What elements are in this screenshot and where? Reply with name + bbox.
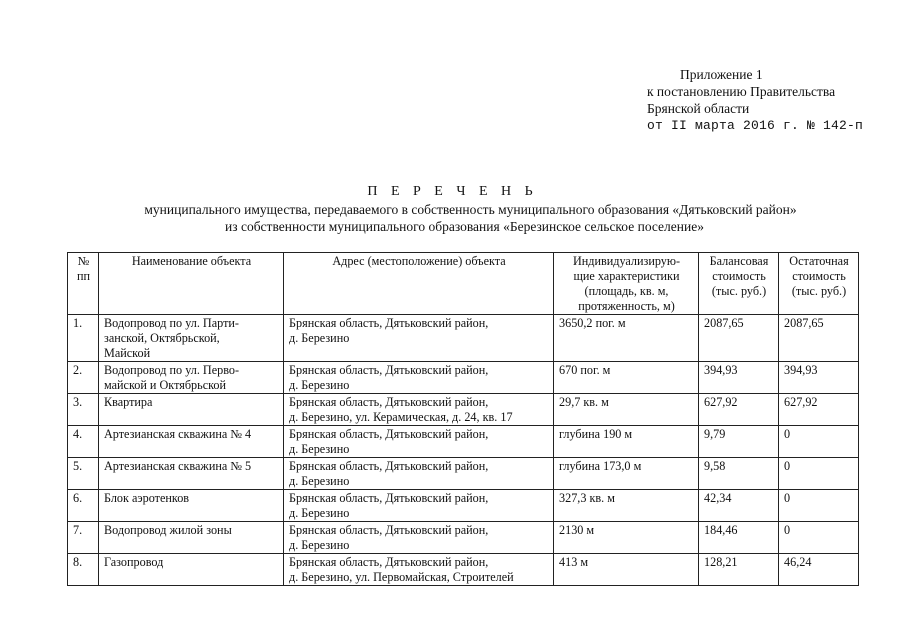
cell-num — [68, 458, 99, 490]
cell-address-line: д. Березино — [289, 378, 350, 392]
cell-characteristics — [554, 490, 699, 522]
cell-balance-value — [699, 490, 779, 522]
cell-balance-value-line: 128,21 — [704, 555, 738, 569]
cell-characteristics-line: 3650,2 пог. м — [559, 316, 626, 330]
cell-characteristics-line: 327,3 кв. м — [559, 491, 615, 505]
header-text-line: Наименование объекта — [131, 254, 252, 268]
cell-characteristics-line: 29,7 кв. м — [559, 395, 609, 409]
appendix-title: Приложение 1 — [680, 67, 763, 82]
cell-address — [284, 554, 554, 586]
cell-characteristics-line: глубина 190 м — [559, 427, 633, 441]
cell-address-line: д. Березино — [289, 331, 350, 345]
cell-address-line: д. Березино — [289, 538, 350, 552]
cell-num-line: 6. — [73, 491, 83, 505]
cell-address — [284, 490, 554, 522]
cell-balance-value — [699, 362, 779, 394]
cell-characteristics — [554, 426, 699, 458]
cell-num — [68, 522, 99, 554]
cell-residual-value — [779, 554, 859, 586]
cell-residual-value-line: 394,93 — [784, 363, 818, 377]
cell-address-line: д. Березино — [289, 474, 350, 488]
cell-residual-value-line: 0 — [784, 459, 791, 473]
table-row — [68, 458, 859, 490]
cell-name-line: Блок аэротенков — [104, 491, 190, 505]
header-text-line: протяженность, м) — [578, 299, 675, 313]
document-subtitle-line2: из собственности муниципального образования «Березинское сельское поселение» — [225, 219, 704, 234]
header-text-line: Остаточная — [789, 254, 849, 268]
cell-residual-value-line: 0 — [784, 427, 791, 441]
cell-residual-value — [779, 394, 859, 426]
cell-balance-value — [699, 522, 779, 554]
cell-num — [68, 394, 99, 426]
header-text-line: Балансовая — [709, 254, 769, 268]
cell-balance-value-line: 394,93 — [704, 363, 738, 377]
header-text-line: стоимость — [792, 269, 846, 283]
cell-balance-value-line: 184,46 — [704, 523, 738, 537]
cell-address-line: Брянская область, Дятьковский район, — [289, 316, 489, 330]
cell-characteristics — [554, 458, 699, 490]
cell-name — [99, 490, 284, 522]
cell-residual-value — [779, 315, 859, 362]
cell-residual-value-line: 0 — [784, 491, 791, 505]
cell-name-line: Артезианская скважина № 4 — [104, 427, 252, 441]
cell-num-line: 1. — [73, 316, 83, 330]
header-text-line: № — [77, 254, 90, 268]
cell-address-line: д. Березино, ул. Первомайская, Строителей — [289, 570, 514, 584]
cell-residual-value — [779, 362, 859, 394]
cell-name-line: Квартира — [104, 395, 153, 409]
cell-num-line: 3. — [73, 395, 83, 409]
cell-name-line: Водопровод по ул. Перво- — [104, 363, 240, 377]
cell-num-line: 5. — [73, 459, 83, 473]
header-text-line: (тыс. руб.) — [711, 284, 767, 298]
header-characteristics — [554, 253, 699, 315]
cell-balance-value — [699, 458, 779, 490]
appendix-region-line: Брянской области — [647, 101, 750, 116]
cell-address-line: Брянская область, Дятьковский район, — [289, 555, 489, 569]
cell-name-line: Газопровод — [104, 555, 164, 569]
cell-balance-value-line: 9,79 — [704, 427, 726, 441]
cell-address-line: Брянская область, Дятьковский район, — [289, 459, 489, 473]
cell-residual-value — [779, 426, 859, 458]
cell-characteristics-line: 2130 м — [559, 523, 595, 537]
cell-residual-value-line: 46,24 — [784, 555, 812, 569]
cell-address — [284, 522, 554, 554]
appendix-block — [647, 66, 863, 134]
header-name — [99, 253, 284, 315]
cell-address-line: д. Березино, ул. Керамическая, д. 24, кв. 17 — [289, 410, 513, 424]
cell-num — [68, 490, 99, 522]
cell-characteristics — [554, 394, 699, 426]
cell-name-line: Артезианская скважина № 5 — [104, 459, 252, 473]
cell-characteristics — [554, 554, 699, 586]
table-row — [68, 394, 859, 426]
cell-num — [68, 426, 99, 458]
table-row — [68, 554, 859, 586]
cell-num — [68, 554, 99, 586]
cell-address — [284, 394, 554, 426]
table-row — [68, 490, 859, 522]
header-text-line: щие характеристики — [573, 269, 680, 283]
table-row — [68, 315, 859, 362]
header-text-line: Адрес (местоположение) объекта — [332, 254, 506, 268]
cell-name-line: майской и Октябрьской — [104, 378, 227, 392]
document-subtitle-line1: муниципального имущества, передаваемого в собственность муниципального образования «Дятьковский район» — [144, 202, 797, 217]
cell-num-line: 4. — [73, 427, 83, 441]
property-table — [67, 252, 859, 586]
cell-characteristics — [554, 522, 699, 554]
appendix-resolution-line: к постановлению Правительства — [647, 84, 836, 99]
header-text-line: (тыс. руб.) — [791, 284, 847, 298]
document-title: П Е Р Е Ч Е Н Ь — [367, 184, 538, 199]
cell-num — [68, 362, 99, 394]
cell-characteristics-line: 670 пог. м — [559, 363, 611, 377]
cell-balance-value-line: 9,58 — [704, 459, 726, 473]
table-body — [68, 315, 859, 586]
header-address — [284, 253, 554, 315]
appendix-date-number: от II марта 2016 г. № 142-п — [647, 118, 864, 133]
table-row — [68, 522, 859, 554]
cell-characteristics-line: 413 м — [559, 555, 589, 569]
cell-address-line: Брянская область, Дятьковский район, — [289, 363, 489, 377]
cell-residual-value — [779, 490, 859, 522]
cell-address-line: Брянская область, Дятьковский район, — [289, 427, 489, 441]
table-header-row — [68, 253, 859, 315]
cell-characteristics-line: глубина 173,0 м — [559, 459, 642, 473]
header-text-line: (площадь, кв. м, — [584, 284, 669, 298]
cell-address-line: Брянская область, Дятьковский район, — [289, 395, 489, 409]
cell-balance-value-line: 42,34 — [704, 491, 732, 505]
cell-balance-value — [699, 426, 779, 458]
cell-num — [68, 315, 99, 362]
header-residual-value — [779, 253, 859, 315]
table-row — [68, 426, 859, 458]
cell-num-line: 8. — [73, 555, 83, 569]
cell-address — [284, 362, 554, 394]
header-text-line: пп — [76, 269, 91, 283]
cell-name — [99, 394, 284, 426]
cell-name — [99, 426, 284, 458]
cell-balance-value-line: 2087,65 — [704, 316, 744, 330]
header-balance-value — [699, 253, 779, 315]
cell-name — [99, 554, 284, 586]
cell-address-line: д. Березино — [289, 506, 350, 520]
cell-residual-value-line: 627,92 — [784, 395, 818, 409]
cell-characteristics — [554, 315, 699, 362]
cell-balance-value — [699, 554, 779, 586]
cell-residual-value-line: 0 — [784, 523, 791, 537]
cell-residual-value — [779, 522, 859, 554]
cell-name — [99, 522, 284, 554]
cell-num-line: 7. — [73, 523, 83, 537]
cell-address-line: д. Березино — [289, 442, 350, 456]
cell-address — [284, 426, 554, 458]
cell-balance-value — [699, 394, 779, 426]
cell-residual-value-line: 2087,65 — [784, 316, 824, 330]
cell-residual-value — [779, 458, 859, 490]
cell-name — [99, 362, 284, 394]
cell-balance-value — [699, 315, 779, 362]
cell-name-line: Водопровод жилой зоны — [104, 523, 232, 537]
cell-name-line: Майской — [104, 346, 151, 360]
cell-balance-value-line: 627,92 — [704, 395, 738, 409]
cell-name-line: Водопровод по ул. Парти- — [104, 316, 239, 330]
cell-name — [99, 458, 284, 490]
table-row — [68, 362, 859, 394]
header-text-line: стоимость — [712, 269, 766, 283]
cell-name-line: занской, Октябрьской, — [104, 331, 220, 345]
header-text-line: Индивидуализирую- — [572, 254, 681, 268]
header-num — [68, 253, 99, 315]
cell-num-line: 2. — [73, 363, 83, 377]
cell-address-line: Брянская область, Дятьковский район, — [289, 523, 489, 537]
cell-address — [284, 315, 554, 362]
cell-characteristics — [554, 362, 699, 394]
cell-address-line: Брянская область, Дятьковский район, — [289, 491, 489, 505]
cell-name — [99, 315, 284, 362]
cell-address — [284, 458, 554, 490]
